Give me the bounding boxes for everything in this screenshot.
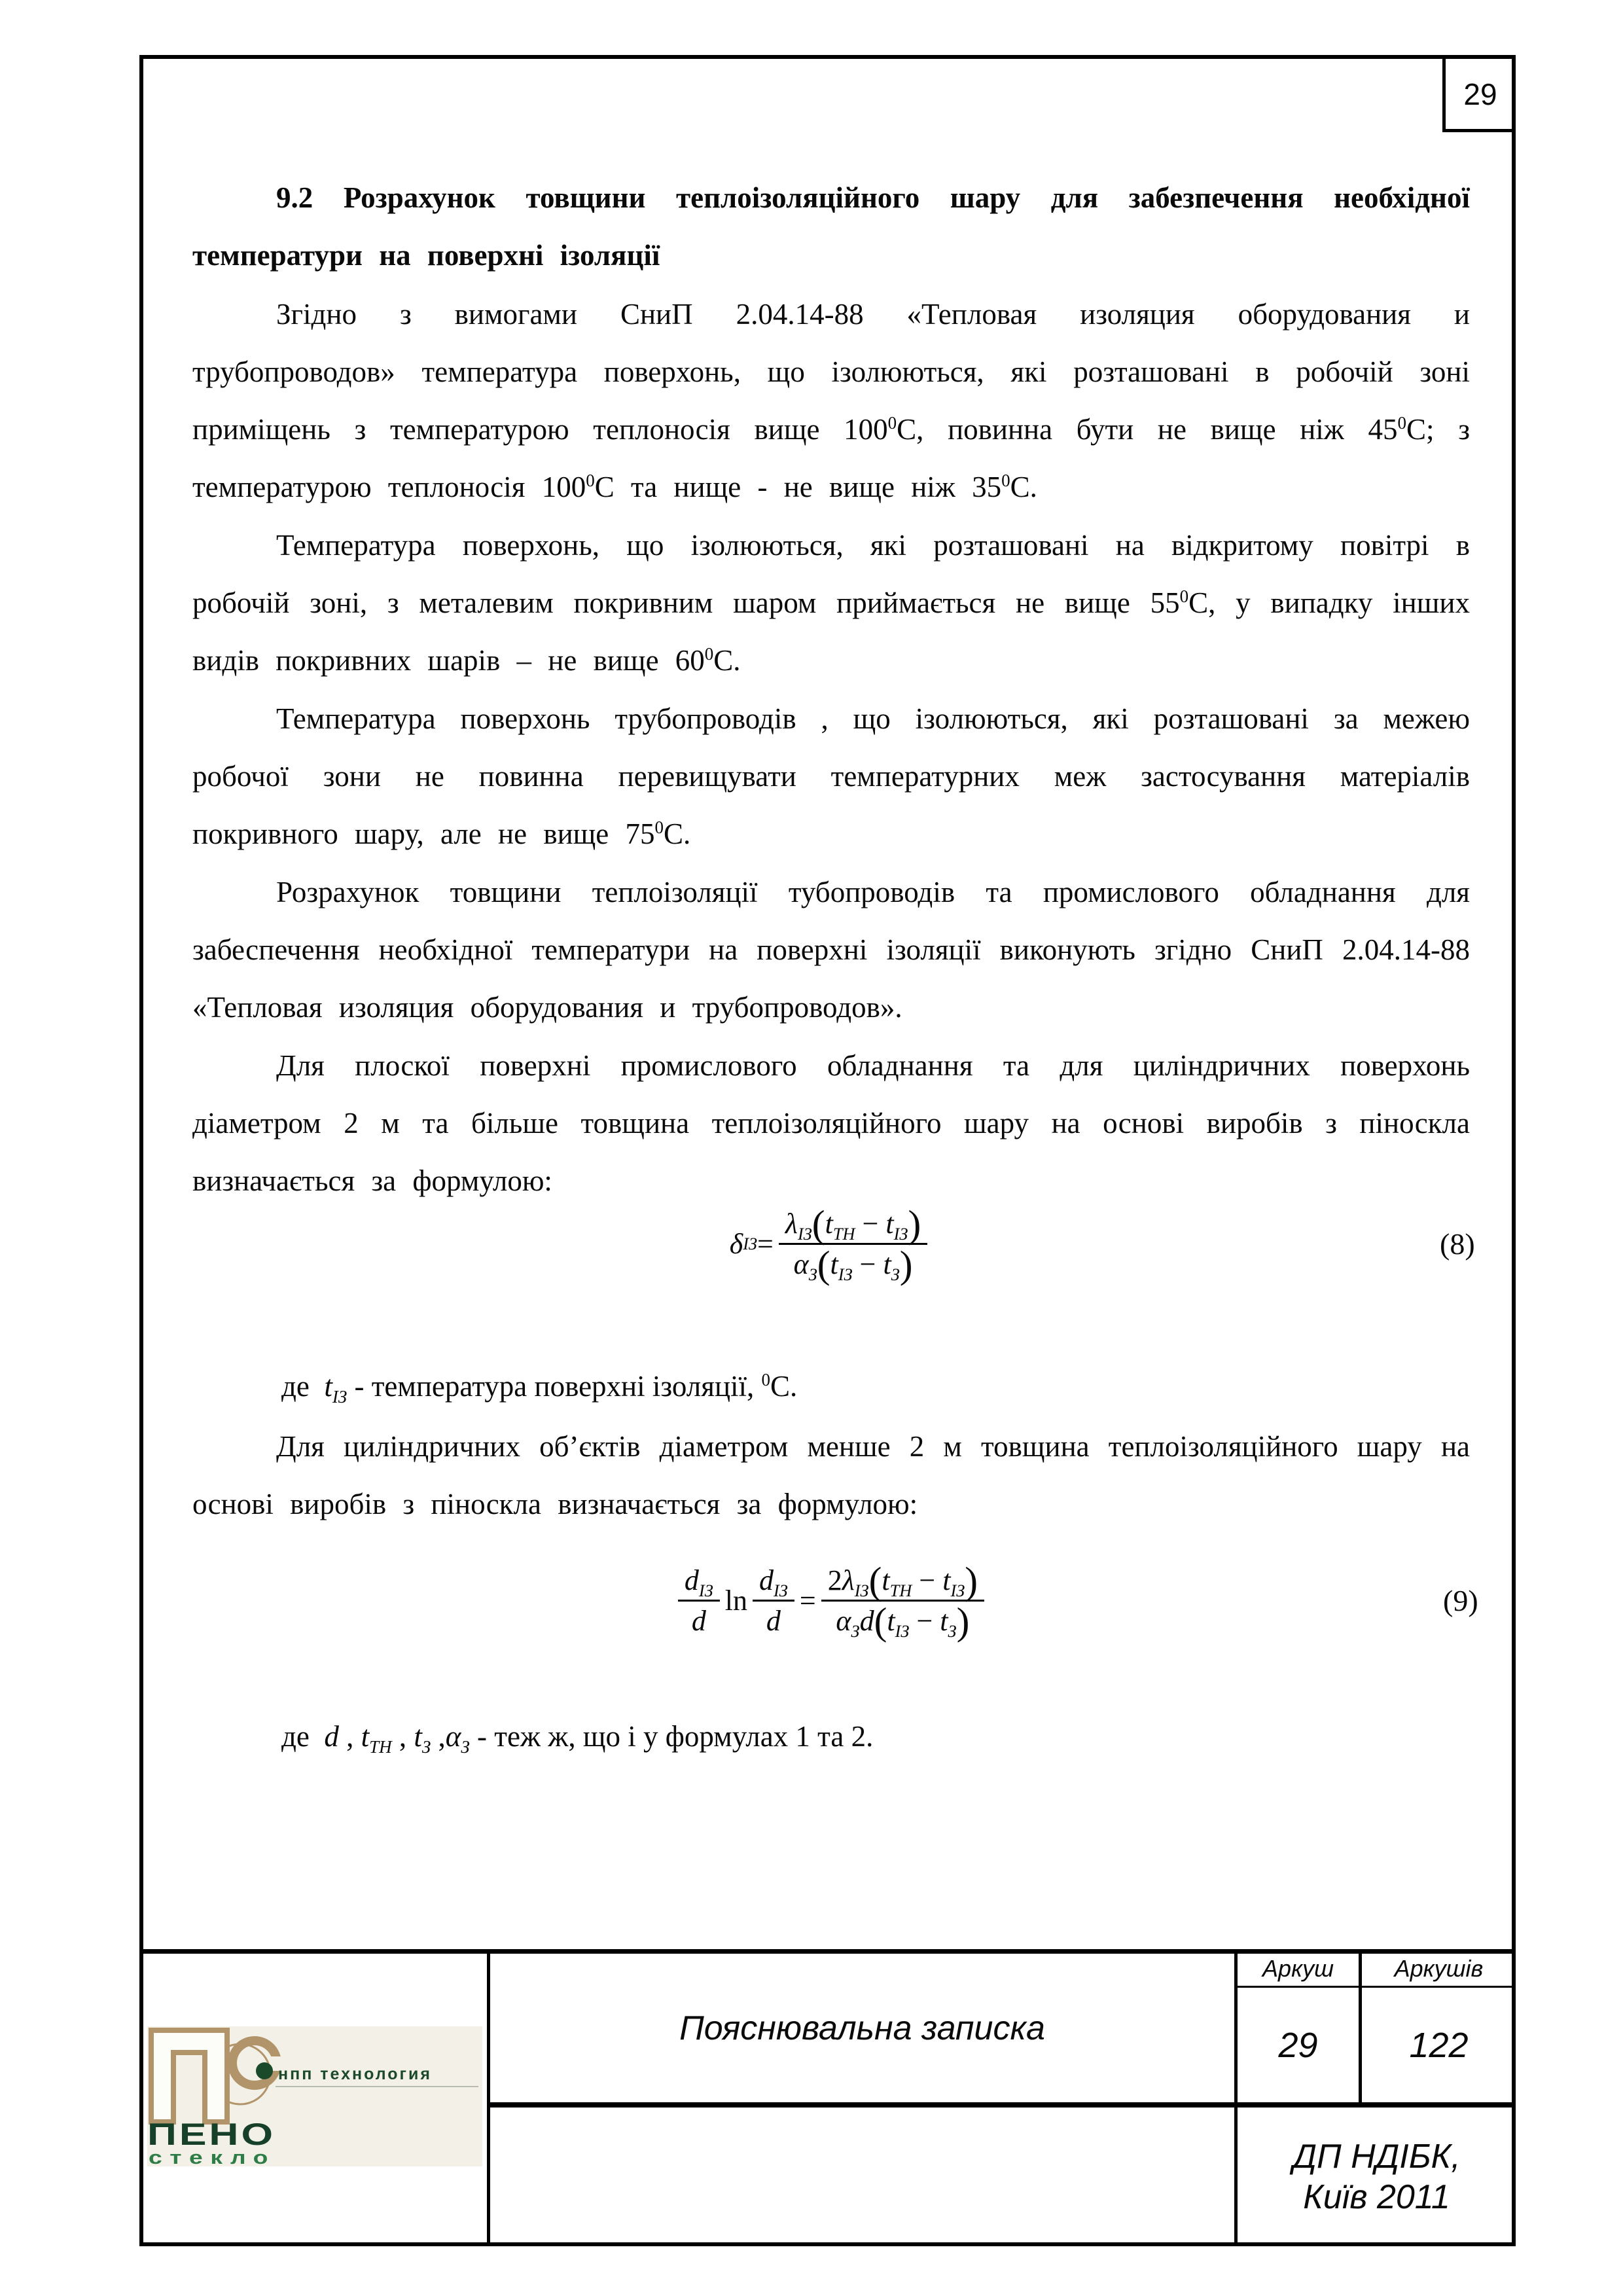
logo-subtitle: нпп технология [278,2065,432,2083]
section-heading: 9.2 Розрахунок товщини теплоізоляційного шару для забезпечення необхідної температури на поверхні ізоляції [192,181,1470,272]
formula-9-number: (9) [1443,1583,1478,1617]
sheet-header: Аркуш [1262,1954,1334,1982]
sheets-header: Аркушів [1394,1954,1484,1982]
formula-8: δ ІЗ = $\frac{\lambda_{ІЗ}(t_{ТН} - t_{ІЗ})}{\alpha_З(t_{ІЗ} - t_З)}$ [192,1188,1470,1299]
sheet-number: 29 [1278,2025,1318,2065]
sheets-total: 122 [1409,2025,1469,2065]
paragraph: Для плоскої поверхні промислового обладнання та для циліндричних поверхонь діаметром 2 м та більше товщина теплоізоляційного шару на основі виробів з піноскла визначається за формулою: [192,1049,1470,1197]
formula-8-legend: де $t_{ІЗ}$ - температура поверхні ізоляції, $^0$С. [281,1370,798,1407]
paragraph: Згідно з вимогами СниП 2.04.14-88 «Тепловая изоляция оборудования и трубопроводов» температура поверхонь, що ізолюються, які розташовані в робочій зоні приміщень з температурою теплоносія вище $100^0С$, повинна бути не вище ніж $45^0С$; з температурою теплоносія $100^0С$ та нище - не вище ніж $35^0С$. [192,298,1471,503]
paragraph: Для циліндричних об’єктів діаметром менше 2 м товщина теплоізоляційного шару на основі виробів з піноскла визначається за формулою: [192,1430,1470,1520]
logo-dot-icon [256,2062,273,2079]
organization-name: ДП НДІБК, [1293,2138,1461,2176]
company-logo [147,2026,482,2166]
organization-city-year: Київ 2011 [1303,2178,1450,2216]
paragraph: Температура поверхонь трубопроводів , що ізолюються, які розташовані за межею робочої зони не повинна перевищувати температурних меж застосування матеріалів покривного шару, але не вище $75^0С$. [192,702,1470,850]
page-number: 29 [1463,77,1497,111]
formula-9: $\frac{d_{ІЗ}}{d}$ ln $\frac{d_{ІЗ}}{d}$ = $\frac{2\lambda_{ІЗ}(t_{ТН} - t_{ІЗ})}{\alpha_Зd(t_{ІЗ} - t_З)}$ [192,1541,1470,1659]
logo-brand-line2: стекло [149,2147,276,2166]
page-number-box [1442,59,1515,132]
logo-brand-line1: ПЕНО [147,2117,276,2151]
paragraph: Розрахунок товщини теплоізоляції тубопроводів та промислового обладнання для забеспечення необхідної температури на поверхні ізоляції виконують згідно СниП 2.04.14-88 «Тепловая изоляция оборудования и трубопроводов». [192,876,1470,1024]
formula-8-number: (8) [1440,1227,1475,1261]
formula-9-legend: де d , $t_{ТН}$ , $t_З$ $,\alpha_З$ - теж ж, що і у формулах 1 та 2. [281,1720,874,1757]
penosteklo-logo-graphic [147,2026,482,2166]
paragraph: Температура поверхонь, що ізолюються, які розташовані на відкритому повітрі в робочій зоні, з металевим покривним шаром приймається не вище $55^0С$, у випадку інших видів покривних шарів – не вище $60^0С$. [192,529,1470,677]
document-title: Пояснювальна записка [679,2009,1045,2047]
titleblock-middle-line [487,2102,1516,2108]
organization-cell [1238,2108,1516,2246]
